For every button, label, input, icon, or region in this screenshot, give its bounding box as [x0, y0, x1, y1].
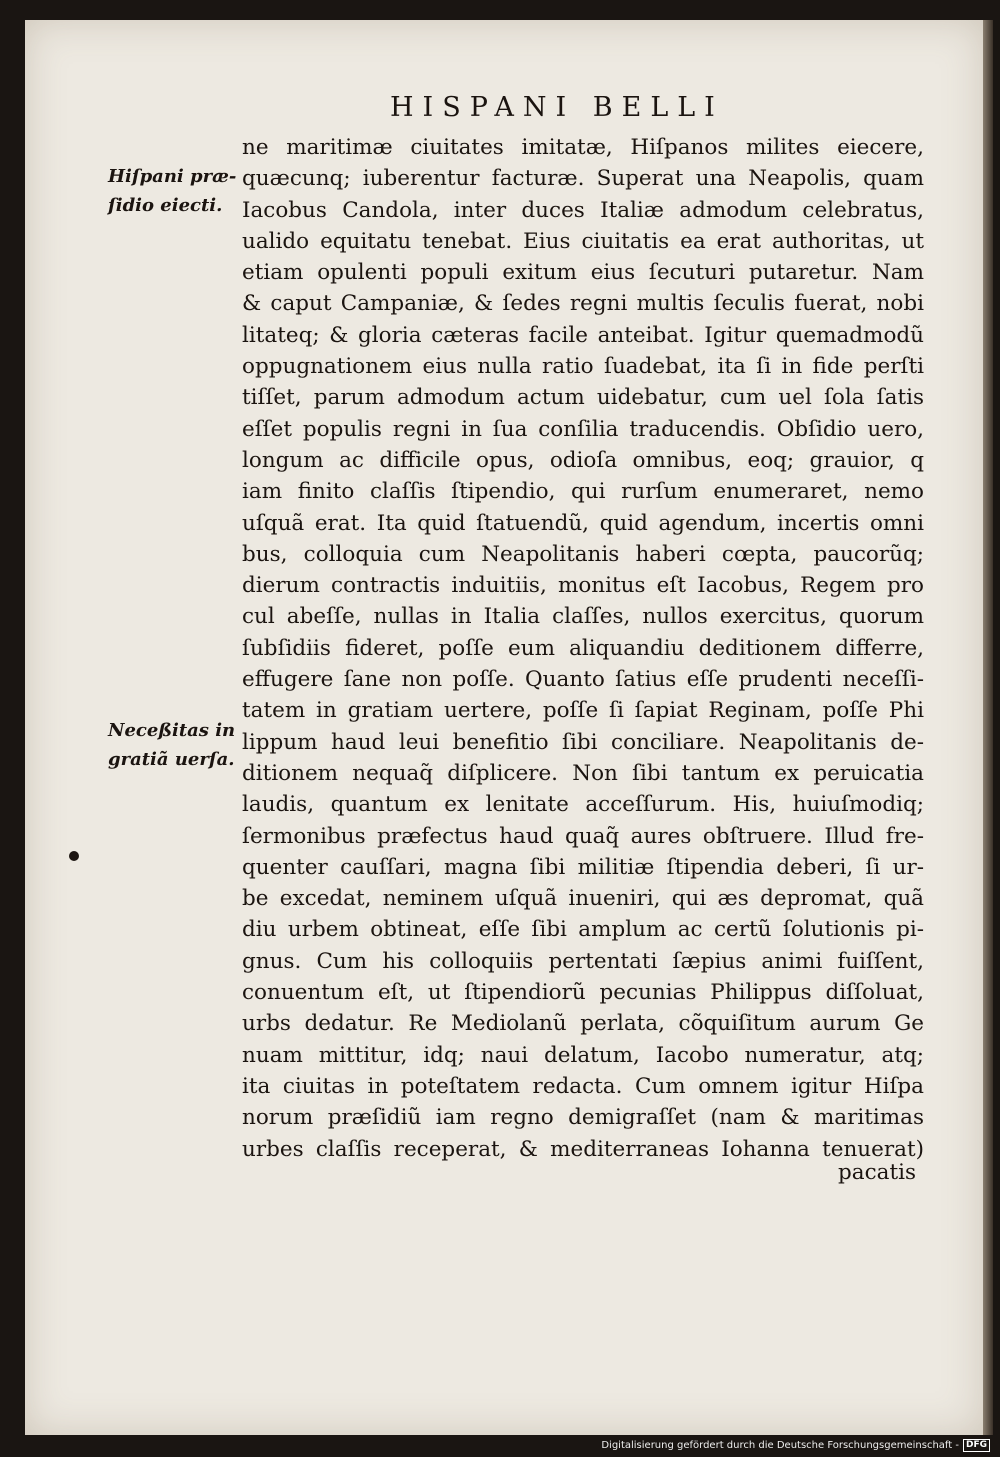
text-line: Iacobus Candola, inter duces Italiæ admodum celebratus,	[242, 197, 924, 223]
text-line: ſermonibus præfectus haud quaq̃ aures obſtruere. Illud fre-	[242, 823, 924, 849]
text-line: gnus. Cum his colloquiis pertentati ſæpius animi fuiſſent,	[242, 948, 924, 974]
margin-note-line: ſidio eiecti.	[108, 195, 223, 216]
margin-note-line: Hiſpani præ-	[108, 166, 237, 187]
page-edge	[983, 20, 993, 1435]
text-line: ita ciuitas in poteſtatem redacta. Cum omnem igitur Hiſpa	[242, 1073, 924, 1099]
text-line: litateq; & gloria cæteras facile anteibat. Igitur quemadmodũ	[242, 322, 924, 348]
dfg-logo: DFG	[963, 1439, 990, 1452]
margin-note-line: gratiã uerſa.	[108, 749, 235, 770]
text-line: cul abeſſe, nullas in Italia claſſes, nullos exercitus, quorum	[242, 604, 924, 630]
text-line: eſſet populis regni in ſua conſilia traducendis. Obſidio uero,	[242, 416, 924, 442]
text-line: iam finito claſſis ſtipendio, qui rurſum enumeraret, nemo	[242, 479, 924, 505]
text-line: norum præſidiũ iam regno demigraſſet (nam & maritimas	[242, 1105, 924, 1131]
text-line: urbs dedatur. Re Mediolanũ perlata, cõquiſitum aurum Ge	[242, 1011, 924, 1037]
text-line: diu urbem obtineat, eſſe ſibi amplum ac certũ ſolutionis pi-	[242, 917, 924, 943]
text-line: ualido equitatu tenebat. Eius ciuitatis ea erat authoritas, ut	[242, 228, 924, 254]
text-line: tiſſet, parum admodum actum uidebatur, cum uel ſola ſatis	[242, 385, 924, 411]
ink-dot-mark	[69, 851, 79, 861]
text-line: ditionem nequaq̃ diſplicere. Non ſibi tantum ex peruicatia	[242, 760, 924, 786]
text-line: bus, colloquia cum Neapolitanis haberi cœpta, paucorũq;	[242, 541, 924, 567]
catchword: pacatis	[838, 1160, 916, 1185]
footer-text: Digitalisierung gefördert durch die Deutsche Forschungsgemeinschaft -	[601, 1440, 959, 1451]
text-line: conuentum eſt, ut ſtipendiorũ pecunias Philippus diſſoluat,	[242, 980, 924, 1006]
margin-note-1	[108, 162, 248, 220]
text-line: uſquã erat. Ita quid ſtatuendũ, quid agendum, incertis omni	[242, 510, 924, 536]
text-line: dierum contractis induitiis, monitus eſt Iacobus, Regem pro	[242, 573, 924, 599]
text-line: oppugnationem eius nulla ratio ſuadebat, ita ſi in fide perſti	[242, 354, 924, 380]
running-head: HISPANI BELLI	[390, 92, 724, 123]
text-line: etiam opulenti populi exitum eius ſecuturi putaretur. Nam	[242, 260, 924, 286]
text-line: longum ac difficile opus, odioſa omnibus, eoq; grauior, q	[242, 447, 924, 473]
text-line: & caput Campaniæ, & ſedes regni multis ſeculis fuerat, nobi	[242, 291, 924, 317]
text-line: quenter cauſſari, magna ſibi militiæ ſtipendia deberi, ſi ur-	[242, 854, 924, 880]
text-line: effugere ſane non poſſe. Quanto ſatius eſſe prudenti neceſſi-	[242, 667, 924, 693]
text-line: tatem in gratiam uertere, poſſe ſi ſapiat Reginam, poſſe Phi	[242, 698, 924, 724]
text-line: urbes claſſis receperat, & mediterraneas Iohanna tenuerat)	[242, 1136, 924, 1162]
text-line: be excedat, neminem uſquã inueniri, qui æs depromat, quã	[242, 886, 924, 912]
text-line: quæcunq; iuberentur facturæ. Superat una Neapolis, quam	[242, 166, 924, 192]
margin-note-line: Neceßitas in	[108, 720, 236, 741]
margin-note-2	[108, 716, 248, 774]
text-line: nuam mittitur, idq; naui delatum, Iacobo numeratur, atq;	[242, 1042, 924, 1068]
digitization-footer	[601, 1439, 990, 1452]
text-line: laudis, quantum ex lenitate acceſſurum. His, huiuſmodiq;	[242, 792, 924, 818]
text-line: ne maritimæ ciuitates imitatæ, Hiſpanos milites eiecere,	[242, 135, 924, 160]
body-text	[242, 132, 924, 1165]
text-line: lippum haud leui benefitio ſibi conciliare. Neapolitanis de-	[242, 729, 924, 755]
text-line: ſubſidiis fideret, poſſe eum aliquandiu deditionem differre,	[242, 635, 924, 661]
